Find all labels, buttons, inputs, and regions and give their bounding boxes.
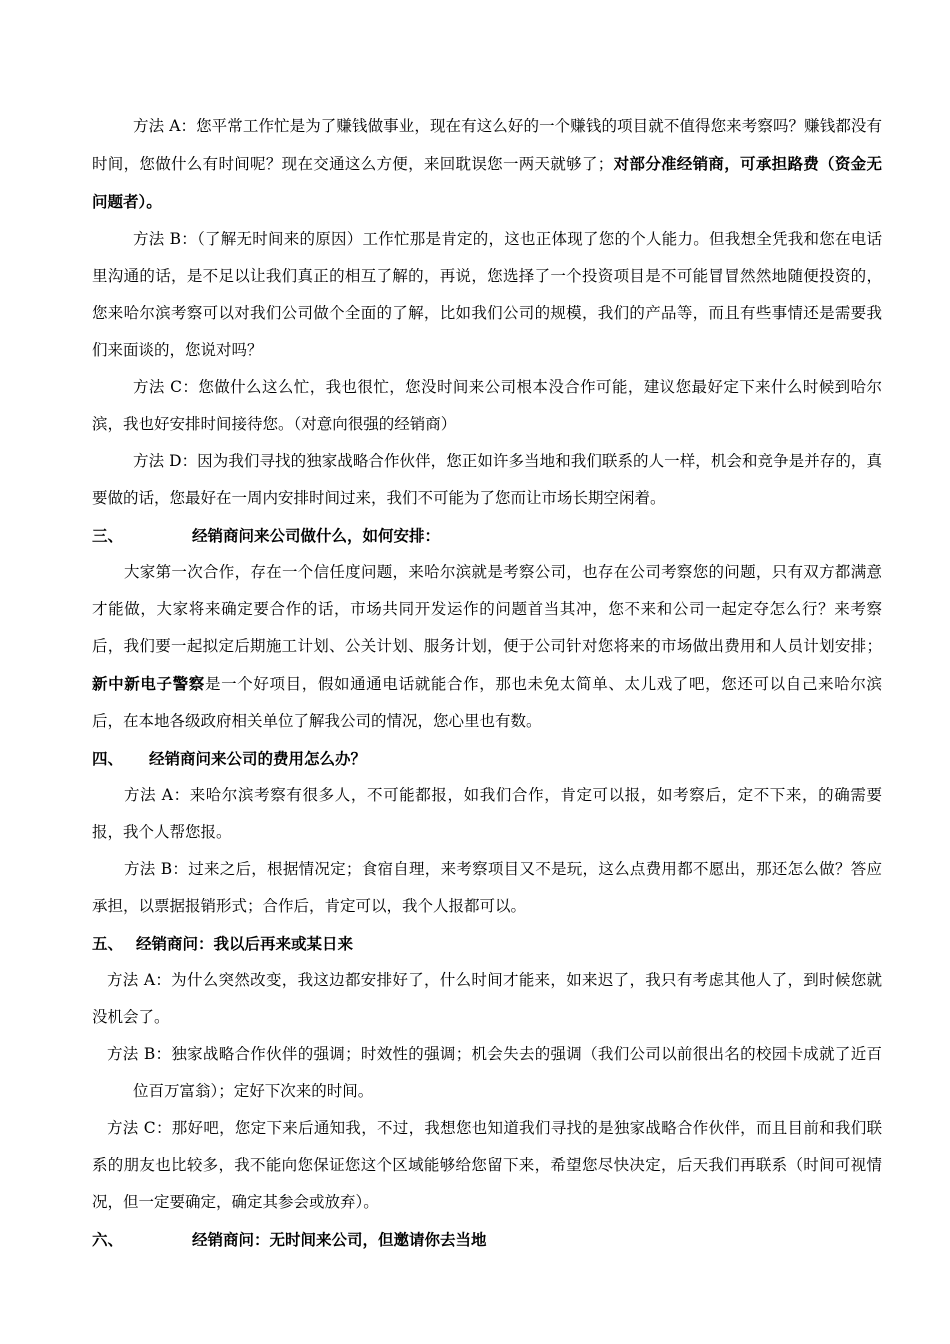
section-5-title: 经销商问：我以后再来或某日来	[136, 934, 354, 953]
section-3-product-name: 新中新电子警察	[92, 674, 205, 693]
section-5-method-c: 方法 C：那好吧，您定下来后通知我，不过，我想您也知道我们寻找的是独家战略合作伙伴，而且目前和我们联系的朋友也比较多，我不能向您保证您这个区域能够给您留下来，希望您尽快决定，后天我们再联系（时间可视情况，但一定要确定，确定其参会或放弃）。	[92, 1119, 882, 1211]
section-3-paragraph	[92, 554, 882, 740]
section-4-method-a: 方法 A：来哈尔滨考察有很多人，不可能都报，如我们合作，肯定可以报，如考察后，定不下来，的确需要报，我个人帮您报。	[92, 786, 882, 841]
document-page	[92, 108, 882, 1258]
section-3-text-b: 是一个好项目，假如通通电话就能合作，那也未免太简单、太儿戏了吧，您还可以自己来哈尔滨后，在本地各级政府相关单位了解我公司的情况，您心里也有数。	[92, 675, 882, 730]
section-4-heading	[92, 740, 882, 777]
method-b-paragraph: 方法 B：（了解无时间来的原因）工作忙那是肯定的，这也正体现了您的个人能力。但我想全凭我和您在电话里沟通的话，是不足以让我们真正的相互了解的，再说，您选择了一个投资项目是不可能冒冒然然地随便投资的，您来哈尔滨考察可以对我们公司做个全面的了解，比如我们公司的规模，我们的产品等，而且有些事情还是需要我们来面谈的，您说对吗？	[92, 230, 882, 359]
section-3-heading	[92, 517, 882, 554]
section-6-number: 六、	[92, 1230, 124, 1249]
method-a-bold-note: 对部分准经销商，可承担路费（资金无问题者）。	[92, 154, 882, 211]
section-6-title: 经销商问：无时间来公司，但邀请你去当地	[192, 1230, 487, 1249]
method-a-text: 方法 A：您平常工作忙是为了赚钱做事业，现在有这么好的一个赚钱的项目就不值得您来考察吗？赚钱都没有时间，您做什么有时间呢？现在交通这么方便，来回耽误您一两天就够了；	[92, 117, 882, 173]
section-3-text-a: 大家第一次合作，存在一个信任度问题，来哈尔滨就是考察公司，也存在公司考察您的问题，只有双方都满意才能做，大家将来确定要合作的话，市场共同开发运作的问题首当其冲，您不来和公司一起定夺怎么行？来考察后，我们要一起拟定后期施工计划、公关计划、服务计划，便于公司针对您将来的市场做出费用和人员计划安排；	[92, 563, 882, 655]
section-4-title: 经销商问来公司的费用怎么办？	[149, 749, 367, 768]
method-a-paragraph	[92, 108, 882, 221]
section-5-heading	[92, 925, 882, 962]
section-6-heading	[92, 1221, 882, 1258]
section-5-method-b: 方法 B：独家战略合作伙伴的强调；时效性的强调；机会失去的强调（我们公司以前很出名的校园卡成就了近百位百万富翁）；定好下次来的时间。	[107, 1045, 882, 1100]
section-4-number: 四、	[92, 749, 124, 768]
section-5-method-a: 方法 A：为什么突然改变，我这边都安排好了，什么时间才能来，如来迟了，我只有考虑其他人了，到时候您就没机会了。	[92, 971, 882, 1026]
method-d-paragraph: 方法 D：因为我们寻找的独家战略合作伙伴，您正如许多当地和我们联系的人一样，机会和竞争是并存的，真要做的话，您最好在一周内安排时间过来，我们不可能为了您而让市场长期空闲着。	[92, 452, 882, 507]
section-4-method-b: 方法 B：过来之后，根据情况定；食宿自理，来考察项目又不是玩，这么点费用都不愿出，那还怎么做？答应承担，以票据报销形式；合作后，肯定可以，我个人报都可以。	[92, 860, 882, 915]
section-3-title: 经销商问来公司做什么，如何安排：	[192, 526, 441, 545]
method-c-paragraph: 方法 C：您做什么这么忙，我也很忙，您没时间来公司根本没合作可能，建议您最好定下来什么时候到哈尔滨，我也好安排时间接待您。（对意向很强的经销商）	[92, 378, 882, 433]
section-5-number: 五、	[92, 934, 124, 953]
section-3-number: 三、	[92, 526, 124, 545]
